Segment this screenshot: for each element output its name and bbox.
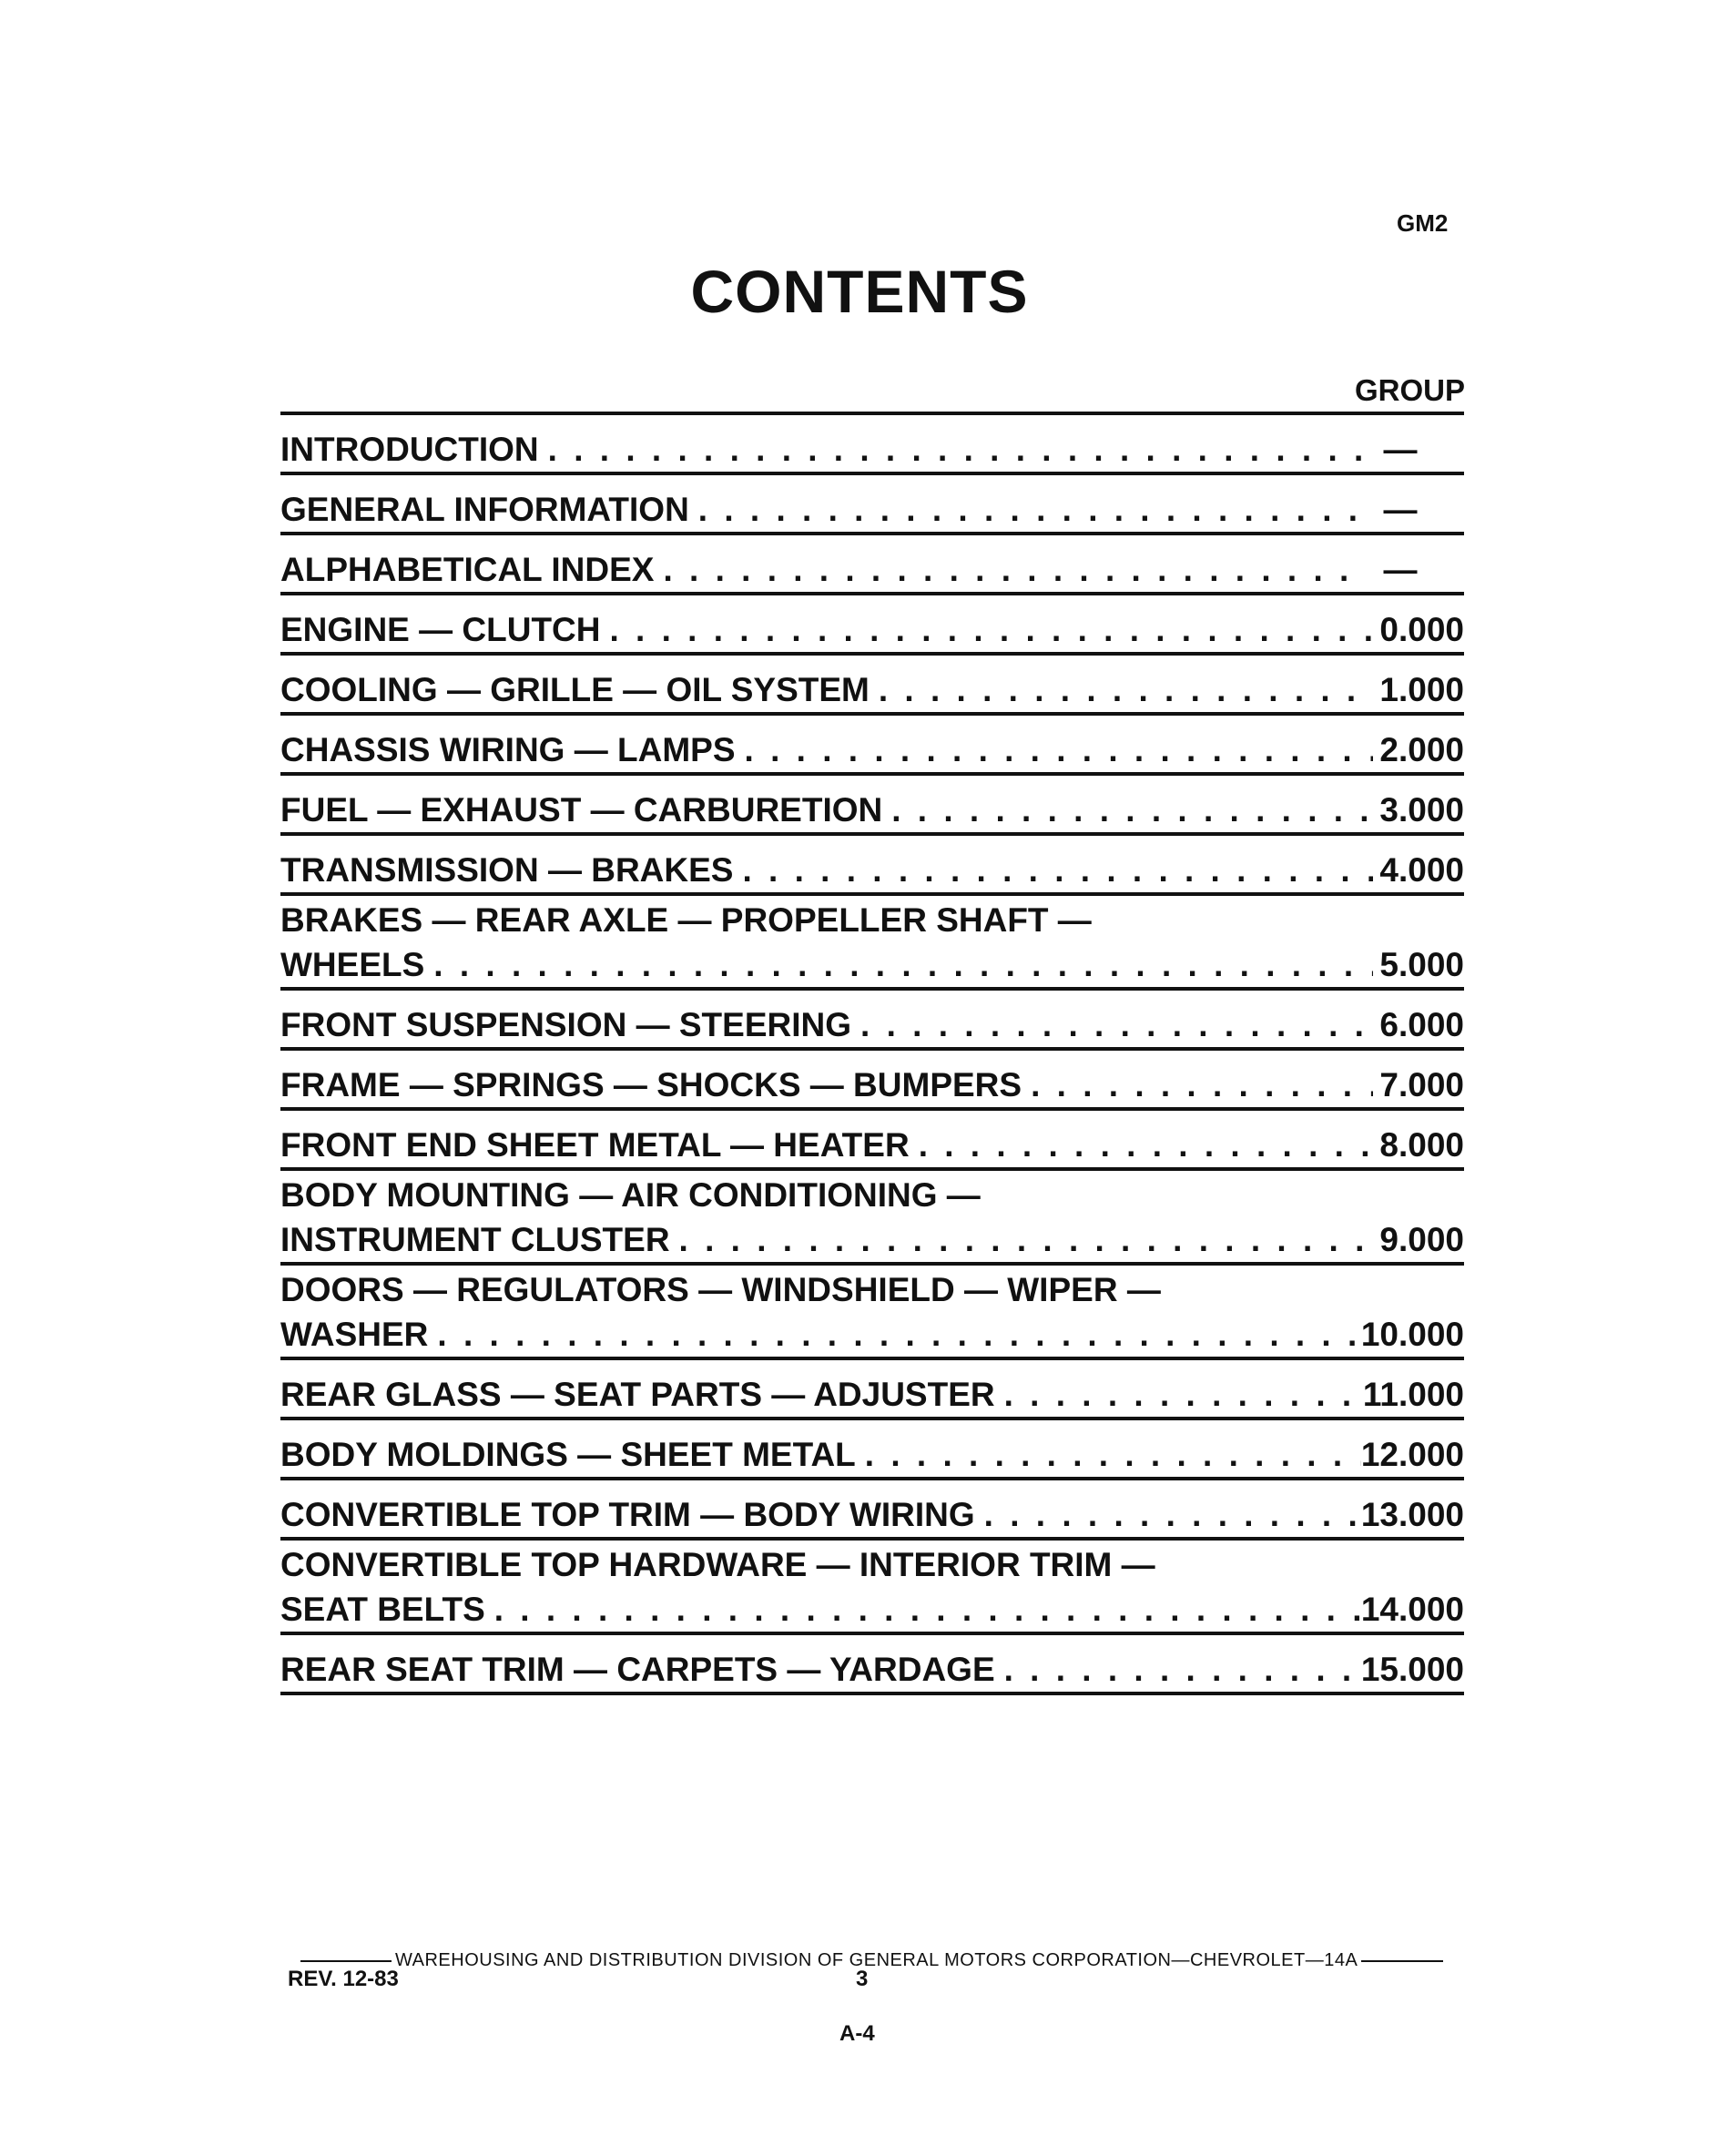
- toc-row: [280, 1266, 1464, 1360]
- toc-group-number: 8.000: [1379, 1126, 1464, 1164]
- toc-row: [280, 1635, 1464, 1695]
- toc-entry-line: [280, 493, 1464, 526]
- toc-title: FRAME — SPRINGS — SHOCKS — BUMPERS: [280, 1066, 1022, 1103]
- toc-title: REAR GLASS — SEAT PARTS — ADJUSTER: [280, 1376, 995, 1413]
- toc-group-number: 11.000: [1362, 1376, 1464, 1413]
- toc-row: [280, 415, 1464, 475]
- toc-title: ENGINE — CLUTCH: [280, 611, 601, 648]
- toc-row: [280, 896, 1464, 991]
- page-number: 3: [856, 1967, 869, 1991]
- toc-title: FRONT END SHEET METAL — HEATER: [280, 1126, 910, 1164]
- toc-entry-line: [280, 1223, 1464, 1256]
- toc-row: [280, 656, 1464, 716]
- toc-group-number: 2.000: [1379, 731, 1464, 768]
- toc-title: BODY MOLDINGS — SHEET METAL: [280, 1436, 856, 1473]
- toc-entry-line: [280, 733, 1464, 767]
- dot-leader: [745, 733, 1373, 767]
- toc-title: INTRODUCTION: [280, 431, 539, 468]
- toc-group-number: 0.000: [1379, 611, 1464, 648]
- toc-group-number: 13.000: [1360, 1496, 1464, 1533]
- toc-entry-line: [280, 432, 1464, 466]
- toc-group-number: —: [1383, 491, 1418, 528]
- toc-entry-line: [280, 1378, 1464, 1411]
- toc-title: ALPHABETICAL INDEX: [280, 551, 655, 588]
- toc-entry-line: [280, 1128, 1464, 1162]
- toc-title: GENERAL INFORMATION: [280, 491, 689, 528]
- toc-title: REAR SEAT TRIM — CARPETS — YARDAGE: [280, 1651, 995, 1688]
- toc-title: FUEL — EXHAUST — CARBURETION: [280, 791, 883, 829]
- toc-row: [280, 716, 1464, 776]
- toc-row: [280, 595, 1464, 656]
- footer-publisher: WAREHOUSING AND DISTRIBUTION DIVISION OF GENERAL MOTORS CORPORATION—CHEVROLET—14A: [395, 1950, 1358, 1970]
- toc-entry-line: [280, 1653, 1464, 1686]
- toc-entry-line: [280, 1068, 1464, 1102]
- toc-group-number: 3.000: [1379, 791, 1464, 829]
- dot-leader: [879, 673, 1373, 707]
- toc-entry-line: [280, 553, 1464, 586]
- dot-leader: [1004, 1653, 1361, 1686]
- toc-row: [280, 1051, 1464, 1111]
- toc-row: [280, 1111, 1464, 1171]
- toc-row: [280, 776, 1464, 836]
- toc-entry-line: [280, 1008, 1464, 1042]
- toc-group-number: 10.000: [1360, 1316, 1464, 1353]
- dot-leader: [1031, 1068, 1373, 1102]
- toc-group-number: 9.000: [1379, 1221, 1464, 1258]
- plate-number: A-4: [839, 2021, 875, 2046]
- toc-entry-line: [280, 1438, 1464, 1471]
- toc-group-number: 5.000: [1379, 946, 1464, 983]
- toc-row: [280, 1360, 1464, 1420]
- toc-entry-line: [280, 948, 1464, 981]
- toc-title-line: BRAKES — REAR AXLE — PROPELLER SHAFT —: [280, 901, 1092, 939]
- toc-title: INSTRUMENT CLUSTER: [280, 1221, 670, 1258]
- dot-leader: [891, 793, 1373, 827]
- toc-entry-line: [280, 1317, 1464, 1351]
- footer-rule-left: [300, 1960, 392, 1962]
- toc-row: [280, 1420, 1464, 1480]
- toc-title: CONVERTIBLE TOP TRIM — BODY WIRING: [280, 1496, 975, 1533]
- dot-leader: [433, 948, 1373, 981]
- dot-leader: [984, 1498, 1361, 1531]
- toc-group-number: 15.000: [1360, 1651, 1464, 1688]
- toc-row: [280, 991, 1464, 1051]
- page-title: CONTENTS: [690, 258, 1029, 325]
- dot-leader: [610, 613, 1374, 646]
- toc-title: COOLING — GRILLE — OIL SYSTEM: [280, 671, 870, 708]
- toc-title-line: CONVERTIBLE TOP HARDWARE — INTERIOR TRIM —: [280, 1546, 1155, 1583]
- toc-entry-line: [280, 853, 1464, 887]
- dot-leader: [742, 853, 1373, 887]
- toc-title-line: BODY MOUNTING — AIR CONDITIONING —: [280, 1176, 981, 1214]
- document-code: GM2: [1397, 209, 1449, 237]
- dot-leader: [698, 493, 1364, 526]
- toc-row: [280, 1541, 1464, 1635]
- toc-group-number: 6.000: [1379, 1006, 1464, 1043]
- dot-leader: [865, 1438, 1361, 1471]
- toc-entry-line: [280, 1592, 1464, 1626]
- toc-title: FRONT SUSPENSION — STEERING: [280, 1006, 852, 1043]
- toc-title-line: DOORS — REGULATORS — WINDSHIELD — WIPER —: [280, 1271, 1161, 1308]
- toc-title: CHASSIS WIRING — LAMPS: [280, 731, 736, 768]
- dot-leader: [919, 1128, 1373, 1162]
- toc-group-number: —: [1383, 431, 1418, 468]
- toc-title: TRANSMISSION — BRAKES: [280, 851, 734, 889]
- toc-title: WHEELS: [280, 946, 425, 983]
- dot-leader: [663, 553, 1364, 586]
- toc-title: SEAT BELTS: [280, 1591, 485, 1628]
- table-of-contents: [280, 412, 1464, 1695]
- toc-entry-line: [280, 1498, 1464, 1531]
- toc-entry-line: [280, 793, 1464, 827]
- footer-rule-right: [1361, 1960, 1443, 1962]
- toc-title: WASHER: [280, 1316, 429, 1353]
- toc-row: [280, 836, 1464, 896]
- toc-group-number: 4.000: [1379, 851, 1464, 889]
- dot-leader: [679, 1223, 1373, 1256]
- toc-entry-line: [280, 613, 1464, 646]
- toc-entry-line: [280, 673, 1464, 707]
- dot-leader: [860, 1008, 1373, 1042]
- toc-group-number: 7.000: [1379, 1066, 1464, 1103]
- dot-leader: [494, 1592, 1361, 1626]
- revision-date: REV. 12-83: [288, 1967, 399, 1991]
- dot-leader: [437, 1317, 1360, 1351]
- toc-group-number: —: [1383, 551, 1418, 588]
- group-column-header: GROUP: [1355, 373, 1466, 407]
- toc-group-number: 14.000: [1360, 1591, 1464, 1628]
- toc-row: [280, 1480, 1464, 1541]
- dot-leader: [548, 432, 1364, 466]
- toc-group-number: 1.000: [1379, 671, 1464, 708]
- toc-group-number: 12.000: [1360, 1436, 1464, 1473]
- toc-row: [280, 535, 1464, 595]
- footer-publisher-line: [300, 1950, 1464, 1971]
- dot-leader: [1004, 1378, 1363, 1411]
- toc-row: [280, 475, 1464, 535]
- toc-row: [280, 1171, 1464, 1266]
